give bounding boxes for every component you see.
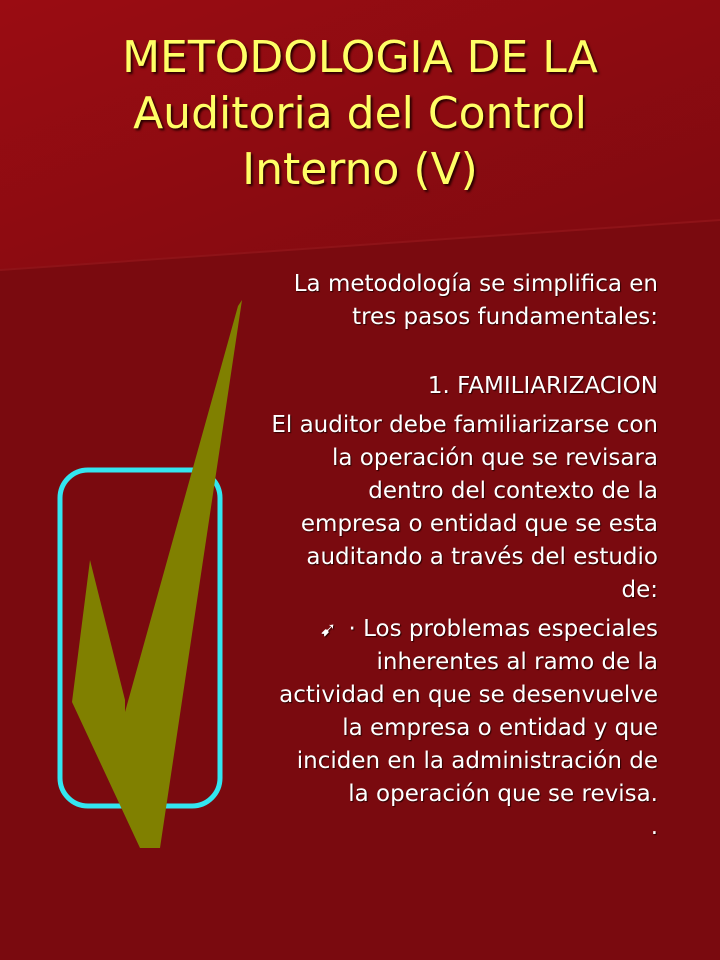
- paragraph-line-2: la operación que se revisara: [332, 445, 658, 471]
- bullet-line-3: actividad en que se desenvuelve: [279, 682, 658, 708]
- bullet-line-7: .: [650, 814, 658, 840]
- bullet-line-6: la operación que se revisa.: [348, 781, 658, 807]
- intro-line-2: tres pasos fundamentales:: [352, 304, 658, 330]
- paragraph-line-6: de:: [621, 577, 658, 603]
- slide-body: [178, 268, 658, 844]
- bullet-line-4: la empresa o entidad y que: [342, 715, 658, 741]
- paragraph-line-1: El auditor debe familiarizarse con: [271, 412, 658, 438]
- bullet-line-2: inherentes al ramo de la: [376, 649, 658, 675]
- title-line-2: Auditoria del Control: [133, 88, 587, 139]
- slide-title: [40, 30, 680, 198]
- bullet-line-1-text: · Los problemas especiales: [348, 616, 658, 642]
- bullet-line-1: [178, 613, 658, 646]
- paragraph-line-3: dentro del contexto de la: [368, 478, 658, 504]
- bullet-line-5: inciden en la administración de: [296, 748, 658, 774]
- step-heading: 1. FAMILIARIZACION: [427, 373, 658, 399]
- paragraph-line-4: empresa o entidad que se esta: [300, 511, 658, 537]
- check-bullet-icon: ➹: [319, 617, 337, 641]
- intro-line-1: La metodología se simplifica en: [293, 271, 658, 297]
- title-line-3: Interno (V): [242, 144, 478, 195]
- paragraph-line-5: auditando a través del estudio: [306, 544, 658, 570]
- title-line-1: METODOLOGIA DE LA: [122, 32, 598, 83]
